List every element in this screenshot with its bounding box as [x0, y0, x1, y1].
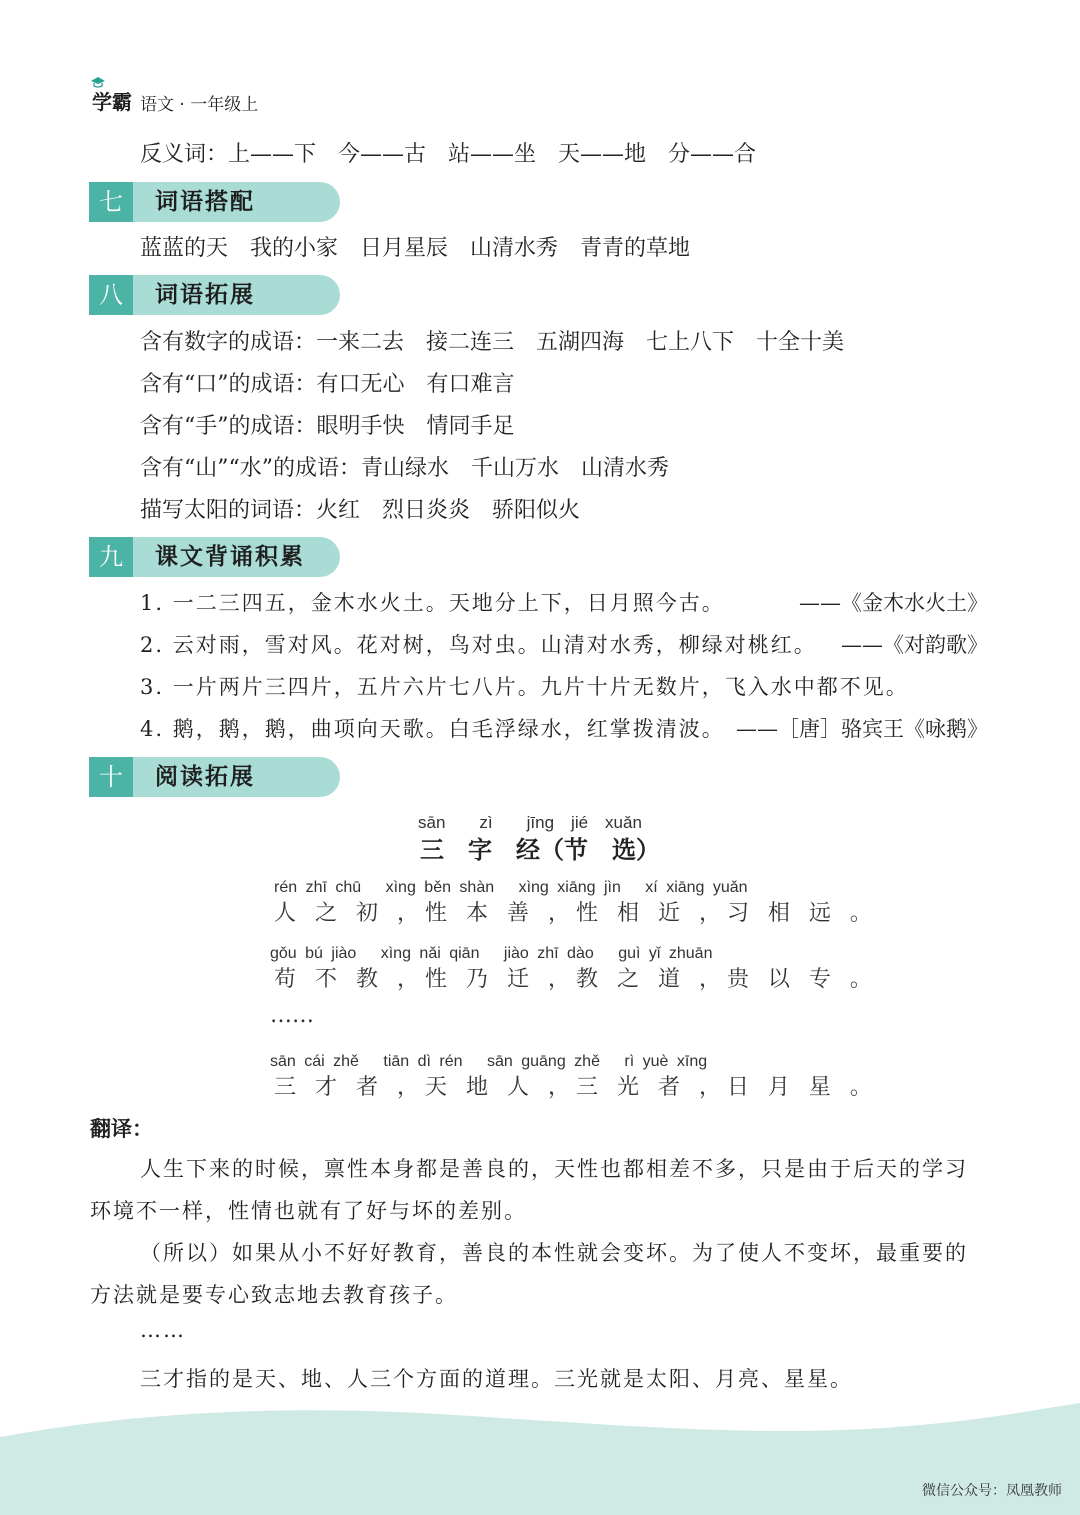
graduation-cap-icon	[90, 76, 106, 88]
translation-paragraph: 三才指的是天、地、人三个方面的道理。三光就是太阳、月亮、星星。	[140, 1367, 853, 1391]
recitation-source: ——［唐］骆宾王《咏鹅》	[736, 717, 988, 741]
poem-pinyin-line: sān cái zhě tiān dì rén sān guāng zhě rì yuè xīng	[270, 1053, 708, 1070]
word-pairing-line: 蓝蓝的天 我的小家 日月星辰 山清水秀 青青的草地	[140, 236, 691, 261]
recitation-item: 3. 一片两片三四片，五片六片七八片。九片十片无数片，飞入水中都不见。	[140, 675, 909, 699]
recitation-item: 2. 云对雨，雪对风。花对树，鸟对虫。山清对水秀，柳绿对桃红。	[140, 633, 817, 657]
antonyms-line: 反义词：上——下 今——古 站——坐 天——地 分——合	[140, 142, 757, 167]
translation-paragraph: 环境不一样，性情也就有了好与坏的差别。	[90, 1199, 527, 1223]
idiom-line: 含有“口”的成语：有口无心 有口难言	[140, 372, 515, 397]
page-header	[92, 86, 258, 115]
section-heading-8	[89, 275, 340, 315]
poem-hanzi-line: 三 才 者 ，天 地 人 ，三 光 者 ，日 月 星 。	[274, 1075, 878, 1100]
poem-title-pinyin: sān zì jīng jié xuǎn	[418, 813, 642, 832]
poem-pinyin-line: rén zhī chū xìng běn shàn xìng xiāng jìn xí xiāng yuǎn	[274, 879, 748, 896]
idiom-line: 含有“山”“水”的成语：青山绿水 千山万水 山清水秀	[140, 456, 669, 481]
section-title: 词语拓展	[155, 282, 255, 308]
section-title: 阅读拓展	[155, 764, 255, 790]
poem-hanzi-line: 苟 不 教 ，性 乃 迁 ，教 之 道 ，贵 以 专 。	[274, 967, 878, 992]
section-title: 课文背诵积累	[155, 544, 305, 570]
translation-label: 翻译：	[90, 1117, 153, 1141]
translation-paragraph: （所以）如果从小不好好教育，善良的本性就会变坏。为了使人不变坏，最重要的	[140, 1241, 968, 1265]
translation-paragraph: 人生下来的时候，禀性本身都是善良的，天性也都相差不多，只是由于后天的学习	[140, 1157, 968, 1181]
poem-hanzi-line: 人 之 初 ，性 本 善 ，性 相 近 ，习 相 远 。	[274, 901, 878, 926]
idiom-line: 描写太阳的词语：火红 烈日炎炎 骄阳似火	[140, 498, 581, 523]
translation-paragraph: 方法就是要专心致志地去教育孩子。	[90, 1283, 458, 1307]
recitation-item: 4. 鹅，鹅，鹅，曲项向天歌。白毛浮绿水，红掌拨清波。	[140, 717, 725, 741]
section-number: 八	[89, 275, 133, 315]
recitation-item: 1. 一二三四五，金木水火土。天地分上下，日月照今古。	[140, 591, 725, 615]
idiom-line: 含有“手”的成语：眼明手快 情同手足	[140, 414, 515, 439]
recitation-source: ——《金木水火土》	[799, 591, 988, 615]
translation-ellipsis: ……	[140, 1318, 186, 1342]
brand-logo	[92, 86, 132, 115]
section-number: 九	[89, 537, 133, 577]
recitation-source: ——《对韵歌》	[841, 633, 988, 657]
section-number: 七	[89, 182, 133, 222]
bottom-wave-decoration	[0, 1395, 1080, 1515]
poem-title: 三 字 经（节 选）	[420, 835, 660, 864]
section-number: 十	[89, 757, 133, 797]
section-heading-7	[89, 182, 340, 222]
poem-ellipsis: ……	[270, 1003, 314, 1028]
book-subtitle: 语文 · 一年级上	[140, 95, 259, 115]
section-heading-10	[89, 757, 340, 797]
section-title: 词语搭配	[155, 189, 255, 215]
section-heading-9	[89, 537, 340, 577]
brand-name: 学霸	[92, 90, 132, 114]
poem-pinyin-line: gǒu bú jiào xìng nǎi qiān jiào zhī dào guì yǐ zhuān	[270, 945, 713, 962]
idiom-line: 含有数字的成语：一来二去 接二连三 五湖四海 七上八下 十全十美	[140, 330, 845, 355]
footer-wechat-account: 微信公众号：凤凰教师	[922, 1483, 1062, 1499]
